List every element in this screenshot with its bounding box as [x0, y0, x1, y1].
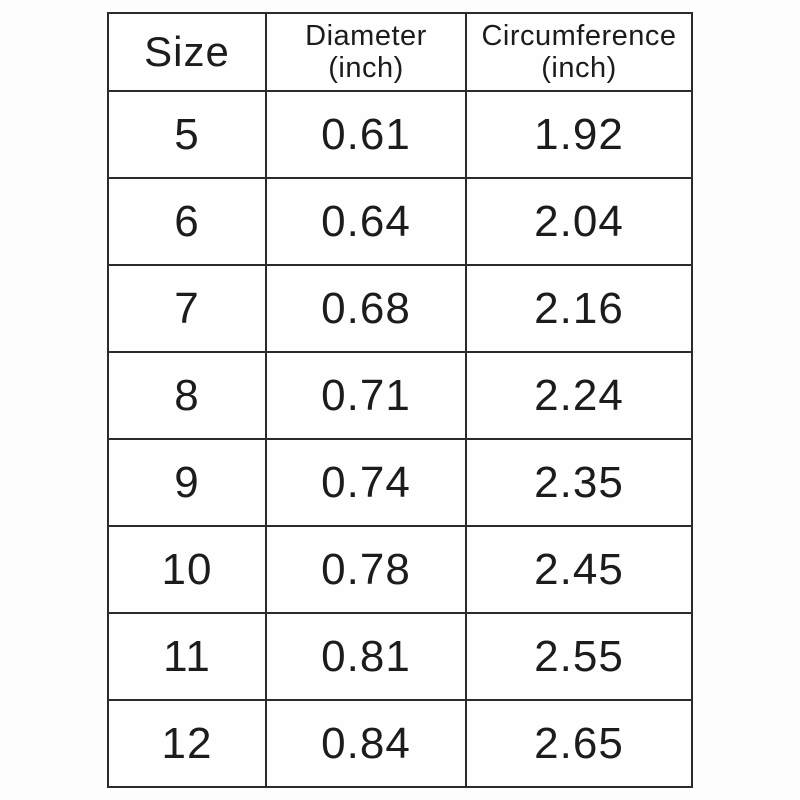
table-cell: 1.92: [466, 91, 692, 178]
header-diameter: [266, 13, 466, 91]
table-row: [108, 613, 692, 700]
header-diameter-unit: (inch): [328, 52, 404, 84]
table-cell: 2.35: [466, 439, 692, 526]
header-circumference-unit: (inch): [541, 52, 617, 84]
table-row: [108, 439, 692, 526]
table-cell: 10: [108, 526, 266, 613]
header-diameter-label: Diameter: [305, 19, 427, 52]
table-cell: 0.81: [266, 613, 466, 700]
table-cell: 12: [108, 700, 266, 787]
table-row: [108, 178, 692, 265]
table-cell: 2.16: [466, 265, 692, 352]
table-body: [108, 91, 692, 787]
header-row: [108, 13, 692, 91]
table-cell: 0.64: [266, 178, 466, 265]
table-cell: 0.78: [266, 526, 466, 613]
table-cell: 0.61: [266, 91, 466, 178]
table-cell: 6: [108, 178, 266, 265]
table-cell: 2.24: [466, 352, 692, 439]
header-size-label: Size: [144, 28, 230, 76]
header-circumference-label: Circumference: [481, 19, 677, 52]
table-cell: 2.04: [466, 178, 692, 265]
table-cell: 2.55: [466, 613, 692, 700]
table-cell: 11: [108, 613, 266, 700]
table-cell: 8: [108, 352, 266, 439]
table-row: [108, 526, 692, 613]
table-cell: 7: [108, 265, 266, 352]
header-circumference: [466, 13, 692, 91]
table-cell: 0.74: [266, 439, 466, 526]
table-cell: 0.68: [266, 265, 466, 352]
table-cell: 2.45: [466, 526, 692, 613]
table-cell: 0.71: [266, 352, 466, 439]
table-cell: 9: [108, 439, 266, 526]
table-cell: 0.84: [266, 700, 466, 787]
table-row: [108, 352, 692, 439]
table-cell: 5: [108, 91, 266, 178]
ring-size-table: [107, 12, 693, 788]
table-row: [108, 265, 692, 352]
header-size: [108, 13, 266, 91]
table-row: [108, 700, 692, 787]
table-row: [108, 91, 692, 178]
table-cell: 2.65: [466, 700, 692, 787]
